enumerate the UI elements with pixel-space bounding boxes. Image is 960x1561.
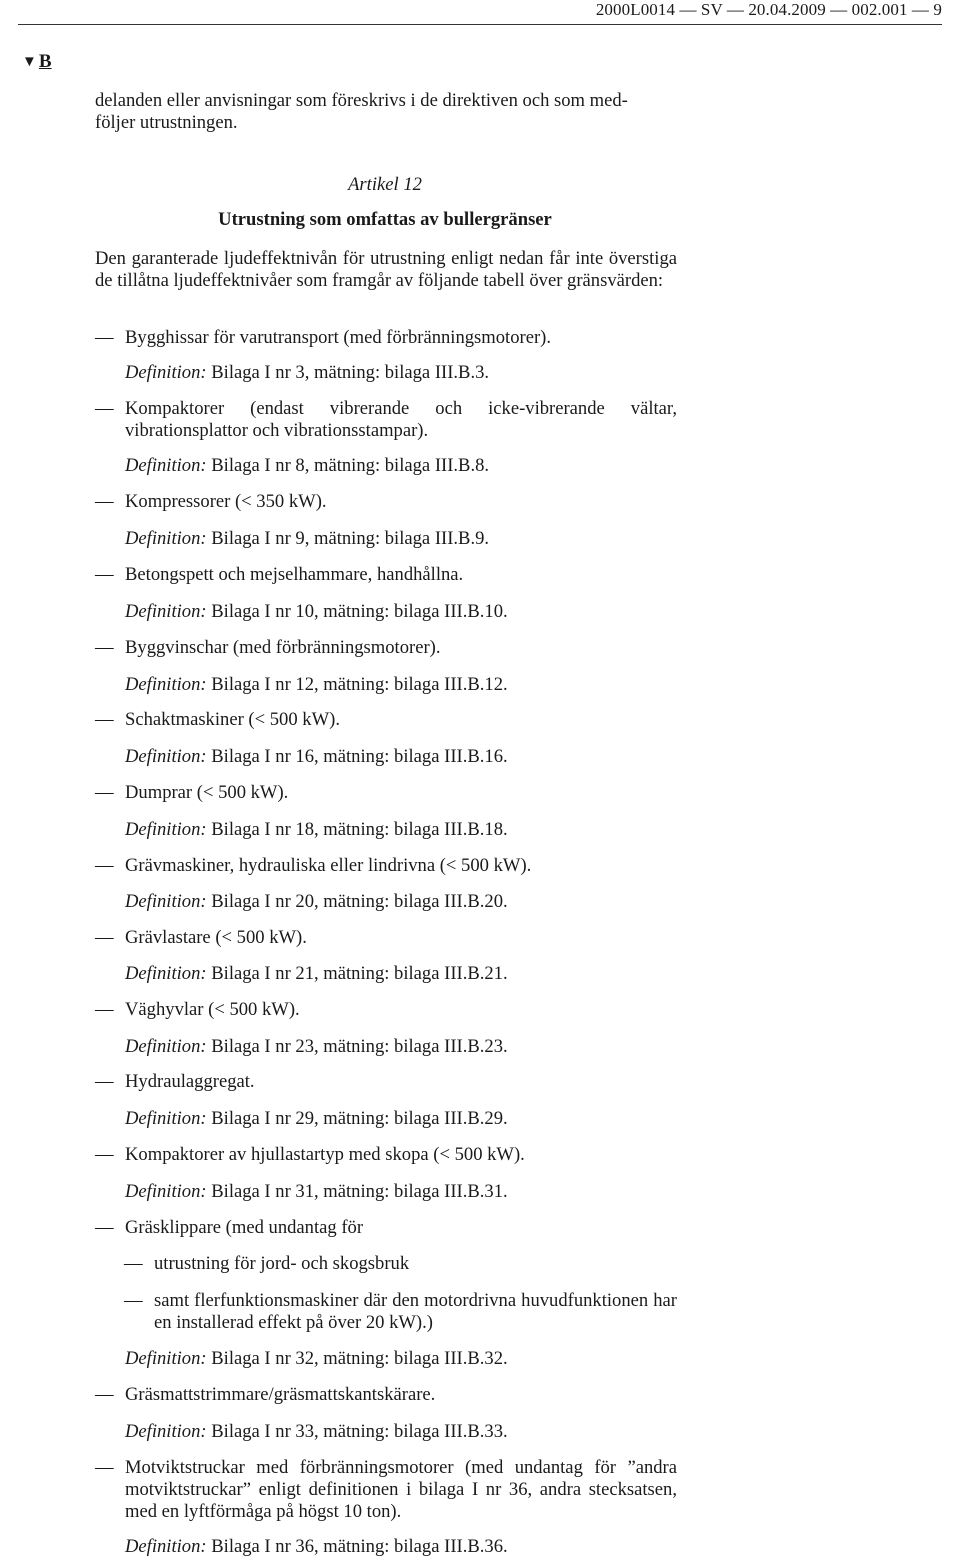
- header-rule: [18, 24, 942, 25]
- list-item: [95, 1071, 677, 1093]
- list-item: [95, 855, 677, 877]
- amendment-code: B: [38, 51, 52, 72]
- definition-line: [125, 891, 508, 913]
- list-item-text: Dumprar (< 500 kW).: [125, 782, 289, 803]
- list-item: [95, 564, 677, 586]
- definition-label: Definition:: [125, 528, 207, 549]
- definition-line: [125, 1536, 508, 1558]
- definition-label: Definition:: [125, 1181, 207, 1202]
- definition-ref: Bilaga I nr 10, mätning: bilaga III.B.10.: [211, 601, 508, 622]
- definition-ref: Bilaga I nr 36, mätning: bilaga III.B.36.: [211, 1536, 508, 1557]
- dash: —: [95, 327, 114, 348]
- article-title: Utrustning som omfattas av bullergränser: [218, 209, 552, 230]
- list-item-text: Betongspett och mejselhammare, handhållna.: [125, 564, 464, 585]
- dash: —: [95, 709, 114, 730]
- definition-line: [125, 963, 508, 985]
- dash: —: [95, 1071, 114, 1092]
- article-lead-paragraph: Den garanterade ljudeffektnivån för utrustning enligt nedan får inte överstiga de tillåtna ljudeffektnivåer som framgår av följande tabell över gränsvärden:: [95, 248, 677, 291]
- dash: —: [95, 999, 114, 1020]
- definition-label: Definition:: [125, 1421, 207, 1442]
- dash: —: [95, 1217, 114, 1238]
- definition-ref: Bilaga I nr 33, mätning: bilaga III.B.33.: [211, 1421, 508, 1442]
- definition-label: Definition:: [125, 891, 207, 912]
- list-item-text: Gräsmattstrimmare/gräsmattskantskärare.: [125, 1384, 436, 1405]
- definition-line: [125, 455, 489, 477]
- dash: —: [95, 564, 114, 585]
- sub-list-item: [124, 1253, 677, 1275]
- sub-list-item: [124, 1290, 677, 1334]
- definition-label: Definition:: [125, 1348, 207, 1369]
- definition-ref: Bilaga I nr 3, mätning: bilaga III.B.3.: [211, 362, 490, 383]
- definition-label: Definition:: [125, 746, 207, 767]
- definition-line: [125, 1036, 508, 1058]
- list-item-text: Grävlastare (< 500 kW).: [125, 927, 307, 948]
- definition-ref: Bilaga I nr 18, mätning: bilaga III.B.18.: [211, 819, 508, 840]
- list-item-text: Bygghissar för varutransport (med förbränningsmotorer).: [125, 327, 551, 348]
- dash: —: [95, 927, 114, 948]
- page-header: 2000L0014 — SV — 20.04.2009 — 002.001 — 9: [595, 0, 942, 19]
- definition-label: Definition:: [125, 1536, 207, 1557]
- dash: —: [95, 1384, 114, 1405]
- definition-ref: Bilaga I nr 32, mätning: bilaga III.B.32.: [211, 1348, 508, 1369]
- dash: —: [95, 1457, 114, 1478]
- definition-label: Definition:: [125, 819, 207, 840]
- definition-ref: Bilaga I nr 29, mätning: bilaga III.B.29.: [211, 1108, 508, 1129]
- definition-line: [125, 674, 508, 696]
- list-item: [95, 709, 677, 731]
- dash: —: [95, 491, 114, 512]
- list-item-text: Väghyvlar (< 500 kW).: [125, 999, 300, 1020]
- definition-line: [125, 601, 508, 623]
- dash: —: [95, 782, 114, 803]
- definition-label: Definition:: [125, 674, 207, 695]
- definition-line: [125, 1348, 508, 1370]
- intro-line-1: delanden eller anvisningar som föreskrivs i de direktiven och som med-: [95, 90, 628, 111]
- definition-ref: Bilaga I nr 9, mätning: bilaga III.B.9.: [211, 528, 490, 549]
- definition-ref: Bilaga I nr 20, mätning: bilaga III.B.20.: [211, 891, 508, 912]
- list-item: [95, 491, 677, 513]
- amendment-marker: [22, 51, 52, 73]
- definition-line: [125, 1181, 508, 1203]
- list-item-text: Schaktmaskiner (< 500 kW).: [125, 709, 340, 730]
- definition-label: Definition:: [125, 1108, 207, 1129]
- list-item: [95, 927, 677, 949]
- definition-line: [125, 1421, 508, 1443]
- list-item: [95, 782, 677, 804]
- list-item: [95, 1384, 677, 1406]
- definition-label: Definition:: [125, 963, 207, 984]
- list-item: [95, 1144, 677, 1166]
- definition-label: Definition:: [125, 1036, 207, 1057]
- list-item: [95, 999, 677, 1021]
- list-item-text: Hydraulaggregat.: [125, 1071, 255, 1092]
- definition-ref: Bilaga I nr 31, mätning: bilaga III.B.31.: [211, 1181, 508, 1202]
- definition-ref: Bilaga I nr 21, mätning: bilaga III.B.21.: [211, 963, 508, 984]
- definition-ref: Bilaga I nr 16, mätning: bilaga III.B.16.: [211, 746, 508, 767]
- list-item-text: Kompressorer (< 350 kW).: [125, 491, 327, 512]
- list-item-text: Kompaktorer av hjullastartyp med skopa (< 500 kW).: [125, 1144, 525, 1165]
- article-number: Artikel 12: [348, 174, 422, 195]
- list-item: [95, 1457, 677, 1522]
- list-item-text: Byggvinschar (med förbränningsmotorer).: [125, 637, 441, 658]
- list-item-text: Gräsklippare (med undantag för: [125, 1217, 364, 1238]
- list-item: [95, 637, 677, 659]
- definition-ref: Bilaga I nr 8, mätning: bilaga III.B.8.: [211, 455, 490, 476]
- dash: —: [95, 1144, 114, 1165]
- intro-line-2: följer utrustningen.: [95, 112, 238, 133]
- definition-line: [125, 746, 508, 768]
- list-item: [95, 398, 677, 442]
- definition-line: [125, 1108, 508, 1130]
- dash: —: [124, 1253, 143, 1274]
- sub-list-item-text: utrustning för jord- och skogsbruk: [154, 1253, 410, 1274]
- list-item-text: Grävmaskiner, hydrauliska eller lindrivna (< 500 kW).: [125, 855, 532, 876]
- definition-label: Definition:: [125, 601, 207, 622]
- list-item: [95, 327, 677, 349]
- triangle-down-icon: ▼: [22, 54, 37, 70]
- definition-line: [125, 362, 489, 384]
- definition-ref: Bilaga I nr 12, mätning: bilaga III.B.12.: [211, 674, 508, 695]
- dash: —: [124, 1290, 143, 1311]
- list-item: [95, 1217, 677, 1239]
- definition-ref: Bilaga I nr 23, mätning: bilaga III.B.23.: [211, 1036, 508, 1057]
- list-item-text: Kompaktorer (endast vibrerande och icke-vibrerande vältar, vibrationsplattor och vibrationsstampar).: [125, 398, 677, 441]
- dash: —: [95, 398, 114, 419]
- list-item-text: Motviktstruckar med förbränningsmotorer (med undantag för ”andra motviktstruckar” enligt definitionen i bilaga I nr 36, andra stecksatsen, med en lyftförmåga på högst 10 ton).: [125, 1457, 677, 1522]
- definition-label: Definition:: [125, 362, 207, 383]
- dash: —: [95, 855, 114, 876]
- definition-label: Definition:: [125, 455, 207, 476]
- dash: —: [95, 637, 114, 658]
- sub-list-item-text: samt flerfunktionsmaskiner där den motordrivna huvudfunktionen har en installerad effekt på över 20 kW).): [154, 1290, 677, 1333]
- definition-line: [125, 528, 489, 550]
- definition-line: [125, 819, 508, 841]
